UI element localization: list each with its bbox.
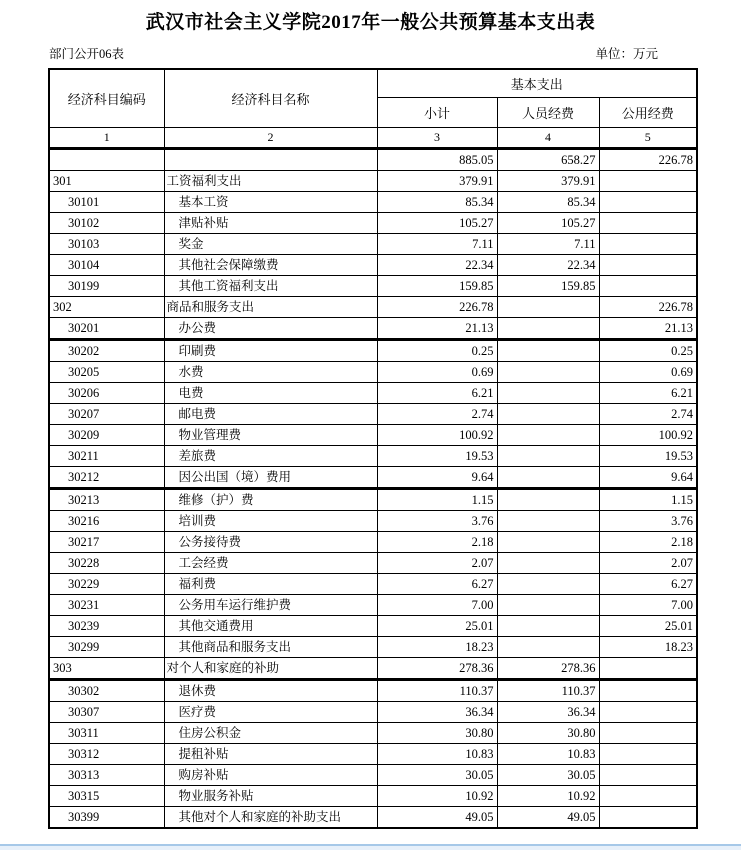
name-cell: 维修（护）费 <box>164 488 377 510</box>
code-cell: 30207 <box>49 403 164 424</box>
personnel-cell <box>497 296 599 317</box>
name-cell: 办公费 <box>164 317 377 339</box>
subtotal-cell: 0.69 <box>377 361 497 382</box>
public-cell: 25.01 <box>599 615 697 636</box>
code-cell: 30212 <box>49 466 164 488</box>
code-cell: 30103 <box>49 233 164 254</box>
table-row <box>49 296 697 317</box>
public-cell <box>599 701 697 722</box>
budget-table <box>48 68 698 829</box>
public-cell <box>599 679 697 701</box>
public-cell <box>599 275 697 296</box>
code-cell: 30213 <box>49 488 164 510</box>
table-row <box>49 764 697 785</box>
code-cell: 30307 <box>49 701 164 722</box>
personnel-cell <box>497 531 599 552</box>
personnel-cell: 10.92 <box>497 785 599 806</box>
public-cell <box>599 170 697 191</box>
personnel-cell: 159.85 <box>497 275 599 296</box>
code-cell: 30311 <box>49 722 164 743</box>
personnel-cell <box>497 445 599 466</box>
public-cell <box>599 764 697 785</box>
name-cell: 津贴补贴 <box>164 212 377 233</box>
subtotal-cell: 21.13 <box>377 317 497 339</box>
code-cell: 30202 <box>49 339 164 361</box>
table-row <box>49 275 697 296</box>
name-cell: 培训费 <box>164 510 377 531</box>
public-cell: 226.78 <box>599 296 697 317</box>
name-cell: 购房补贴 <box>164 764 377 785</box>
table-row <box>49 212 697 233</box>
personnel-cell <box>497 552 599 573</box>
name-cell: 印刷费 <box>164 339 377 361</box>
header-row-group <box>49 69 697 97</box>
table-row <box>49 594 697 615</box>
code-cell: 30302 <box>49 679 164 701</box>
index-cell: 2 <box>164 127 377 148</box>
name-cell: 其他交通费用 <box>164 615 377 636</box>
code-cell: 30239 <box>49 615 164 636</box>
subtotal-cell: 3.76 <box>377 510 497 531</box>
name-cell: 其他社会保障缴费 <box>164 254 377 275</box>
public-cell <box>599 212 697 233</box>
name-cell: 工会经费 <box>164 552 377 573</box>
subtotal-cell: 110.37 <box>377 679 497 701</box>
code-cell: 30102 <box>49 212 164 233</box>
index-cell: 1 <box>49 127 164 148</box>
personnel-cell <box>497 510 599 531</box>
table-row <box>49 743 697 764</box>
table-row <box>49 445 697 466</box>
public-cell: 226.78 <box>599 148 697 170</box>
table-row <box>49 148 697 170</box>
table-row <box>49 785 697 806</box>
name-cell: 其他工资福利支出 <box>164 275 377 296</box>
table-row <box>49 657 697 679</box>
name-cell: 对个人和家庭的补助 <box>164 657 377 679</box>
table-row <box>49 317 697 339</box>
header-code: 经济科目编码 <box>49 69 164 127</box>
subtotal-cell: 7.00 <box>377 594 497 615</box>
personnel-cell: 30.80 <box>497 722 599 743</box>
subtotal-cell: 18.23 <box>377 636 497 657</box>
personnel-cell: 278.36 <box>497 657 599 679</box>
personnel-cell <box>497 594 599 615</box>
window-bottom-edge <box>0 844 741 850</box>
code-cell: 301 <box>49 170 164 191</box>
subtotal-cell: 885.05 <box>377 148 497 170</box>
public-cell: 0.25 <box>599 339 697 361</box>
personnel-cell <box>497 424 599 445</box>
subtotal-cell: 2.18 <box>377 531 497 552</box>
public-cell <box>599 743 697 764</box>
code-cell: 30211 <box>49 445 164 466</box>
subtotal-cell: 2.07 <box>377 552 497 573</box>
name-cell: 退休费 <box>164 679 377 701</box>
code-cell: 30199 <box>49 275 164 296</box>
public-cell <box>599 806 697 828</box>
personnel-cell <box>497 382 599 403</box>
subtotal-cell: 6.27 <box>377 573 497 594</box>
personnel-cell: 36.34 <box>497 701 599 722</box>
public-cell: 2.74 <box>599 403 697 424</box>
subtotal-cell: 6.21 <box>377 382 497 403</box>
code-cell: 30228 <box>49 552 164 573</box>
subtotal-cell: 226.78 <box>377 296 497 317</box>
public-cell <box>599 191 697 212</box>
personnel-cell <box>497 317 599 339</box>
public-cell: 6.27 <box>599 573 697 594</box>
personnel-cell: 379.91 <box>497 170 599 191</box>
personnel-cell <box>497 403 599 424</box>
name-cell: 其他对个人和家庭的补助支出 <box>164 806 377 828</box>
public-cell: 9.64 <box>599 466 697 488</box>
personnel-cell <box>497 361 599 382</box>
subtotal-cell: 0.25 <box>377 339 497 361</box>
table-row <box>49 636 697 657</box>
code-cell: 30312 <box>49 743 164 764</box>
table-header <box>49 69 697 148</box>
personnel-cell: 105.27 <box>497 212 599 233</box>
table-row <box>49 339 697 361</box>
header-group-basic-expenditure: 基本支出 <box>377 69 697 97</box>
subtotal-cell: 9.64 <box>377 466 497 488</box>
header-name: 经济科目名称 <box>164 69 377 127</box>
unit-label: 单位：万元 <box>595 47 658 61</box>
page-title: 武汉市社会主义学院2017年一般公共预算基本支出表 <box>145 12 596 33</box>
public-cell: 19.53 <box>599 445 697 466</box>
code-cell: 303 <box>49 657 164 679</box>
code-cell: 30315 <box>49 785 164 806</box>
public-cell: 3.76 <box>599 510 697 531</box>
table-row <box>49 424 697 445</box>
subtotal-cell: 30.80 <box>377 722 497 743</box>
personnel-cell: 22.34 <box>497 254 599 275</box>
code-cell: 30313 <box>49 764 164 785</box>
name-cell: 公务用车运行维护费 <box>164 594 377 615</box>
table-row <box>49 488 697 510</box>
subtotal-cell: 7.11 <box>377 233 497 254</box>
table-row <box>49 722 697 743</box>
code-cell: 30101 <box>49 191 164 212</box>
code-cell <box>49 148 164 170</box>
public-cell: 7.00 <box>599 594 697 615</box>
public-cell <box>599 722 697 743</box>
personnel-cell: 110.37 <box>497 679 599 701</box>
header-row-index <box>49 127 697 148</box>
table-row <box>49 382 697 403</box>
index-cell: 5 <box>599 127 697 148</box>
name-cell: 公务接待费 <box>164 531 377 552</box>
code-cell: 30229 <box>49 573 164 594</box>
index-cell: 4 <box>497 127 599 148</box>
public-cell: 100.92 <box>599 424 697 445</box>
subtotal-cell: 159.85 <box>377 275 497 296</box>
code-cell: 302 <box>49 296 164 317</box>
personnel-cell: 30.05 <box>497 764 599 785</box>
subtotal-cell: 25.01 <box>377 615 497 636</box>
personnel-cell <box>497 636 599 657</box>
name-cell: 住房公积金 <box>164 722 377 743</box>
public-cell: 2.07 <box>599 552 697 573</box>
table-row <box>49 170 697 191</box>
subtotal-cell: 36.34 <box>377 701 497 722</box>
subtotal-cell: 22.34 <box>377 254 497 275</box>
name-cell: 物业管理费 <box>164 424 377 445</box>
name-cell: 基本工资 <box>164 191 377 212</box>
name-cell: 邮电费 <box>164 403 377 424</box>
name-cell <box>164 148 377 170</box>
code-cell: 30216 <box>49 510 164 531</box>
public-cell: 18.23 <box>599 636 697 657</box>
table-row <box>49 806 697 828</box>
personnel-cell: 85.34 <box>497 191 599 212</box>
name-cell: 水费 <box>164 361 377 382</box>
table-row <box>49 573 697 594</box>
name-cell: 电费 <box>164 382 377 403</box>
subtotal-cell: 2.74 <box>377 403 497 424</box>
personnel-cell: 49.05 <box>497 806 599 828</box>
table-row <box>49 191 697 212</box>
code-cell: 30299 <box>49 636 164 657</box>
public-cell <box>599 233 697 254</box>
public-cell <box>599 254 697 275</box>
name-cell: 差旅费 <box>164 445 377 466</box>
code-cell: 30209 <box>49 424 164 445</box>
code-cell: 30399 <box>49 806 164 828</box>
code-cell: 30231 <box>49 594 164 615</box>
header-subtotal: 小计 <box>377 97 497 127</box>
table-row <box>49 510 697 531</box>
form-number-label: 部门公开06表 <box>49 47 125 61</box>
subtotal-cell: 85.34 <box>377 191 497 212</box>
name-cell: 工资福利支出 <box>164 170 377 191</box>
header-public: 公用经费 <box>599 97 697 127</box>
subtotal-cell: 10.92 <box>377 785 497 806</box>
table-row <box>49 233 697 254</box>
personnel-cell <box>497 573 599 594</box>
table-row <box>49 361 697 382</box>
subtotal-cell: 1.15 <box>377 488 497 510</box>
public-cell <box>599 785 697 806</box>
header-personnel: 人员经费 <box>497 97 599 127</box>
subtotal-cell: 49.05 <box>377 806 497 828</box>
public-cell <box>599 657 697 679</box>
index-cell: 3 <box>377 127 497 148</box>
code-cell: 30201 <box>49 317 164 339</box>
subtotal-cell: 10.83 <box>377 743 497 764</box>
name-cell: 其他商品和服务支出 <box>164 636 377 657</box>
subtotal-cell: 100.92 <box>377 424 497 445</box>
name-cell: 奖金 <box>164 233 377 254</box>
code-cell: 30206 <box>49 382 164 403</box>
table-row <box>49 701 697 722</box>
table-body <box>49 148 697 828</box>
table-row <box>49 466 697 488</box>
personnel-cell <box>497 466 599 488</box>
personnel-cell <box>497 488 599 510</box>
subtotal-cell: 19.53 <box>377 445 497 466</box>
personnel-cell <box>497 339 599 361</box>
personnel-cell: 10.83 <box>497 743 599 764</box>
table-row <box>49 403 697 424</box>
table-row <box>49 679 697 701</box>
table-row <box>49 254 697 275</box>
code-cell: 30104 <box>49 254 164 275</box>
name-cell: 医疗费 <box>164 701 377 722</box>
name-cell: 福利费 <box>164 573 377 594</box>
public-cell: 21.13 <box>599 317 697 339</box>
public-cell: 1.15 <box>599 488 697 510</box>
subtotal-cell: 278.36 <box>377 657 497 679</box>
name-cell: 因公出国（境）费用 <box>164 466 377 488</box>
code-cell: 30217 <box>49 531 164 552</box>
public-cell: 6.21 <box>599 382 697 403</box>
code-cell: 30205 <box>49 361 164 382</box>
subtotal-cell: 105.27 <box>377 212 497 233</box>
subtotal-cell: 30.05 <box>377 764 497 785</box>
public-cell: 2.18 <box>599 531 697 552</box>
personnel-cell: 658.27 <box>497 148 599 170</box>
table-row <box>49 531 697 552</box>
name-cell: 提租补贴 <box>164 743 377 764</box>
table-row <box>49 615 697 636</box>
subtotal-cell: 379.91 <box>377 170 497 191</box>
table-row <box>49 552 697 573</box>
personnel-cell <box>497 615 599 636</box>
public-cell: 0.69 <box>599 361 697 382</box>
name-cell: 物业服务补贴 <box>164 785 377 806</box>
personnel-cell: 7.11 <box>497 233 599 254</box>
name-cell: 商品和服务支出 <box>164 296 377 317</box>
